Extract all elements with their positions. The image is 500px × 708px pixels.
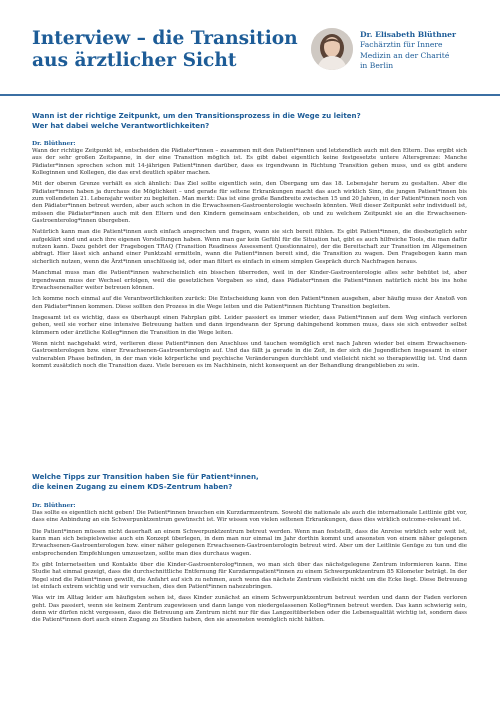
author-role-line: Fachärztin für Innere (360, 40, 443, 50)
author-role-line: Medizin an der Charité (360, 50, 450, 60)
header (32, 0, 467, 92)
page-title (32, 28, 298, 72)
question-line: Wer hat dabei welche Verantwortlichkeiten? (32, 121, 210, 130)
answer-1 (32, 140, 467, 374)
header-divider (0, 94, 500, 96)
answer-paragraph: Es gibt Internetseiten und Kontakte über die Kinder-Gastroenterolog*innen, wo man sich über das nächstgelegene Zentrum informieren kann. Eine Studie hat einmal gezeigt, dass die durchschnittliche Entfernung für Kurzdarmpatient*innen zu einem Schwerpunktzentrum 85 Kilometer beträgt. In der Regel sind die Patient*innen gewillt, die Anfahrt auf sich zu nehmen, auch wenn das nächste Zentrum vielleicht nicht um die Ecke liegt. Diese Betreuung ist einfach extrem wichtig und wir versuchen, dies den Patient*innen nahezubringen. (32, 562, 467, 591)
answer-paragraph: Das sollte es eigentlich nicht geben! Die Patient*innen brauchen ein Kurzdarmzentrum. Sowohl die nationale als auch die internationale Leitlinie gibt vor, dass eine Anbindung an ein Schwerpunktzentrum gewünscht ist. Wir wissen von vielen seltenen Erkrankungen, dass dies wirklich outcome-relevant ist. (32, 510, 467, 524)
answer-paragraph: Was wir im Alltag leider am häufigsten sehen ist, dass Kinder zunächst an einem Schwerpunktzentrum betreut werden und dann der Faden verloren geht. Das passiert, wenn sie keinem Zentrum zugewiesen und dann lange von niedergelassenen Kolleg*innen betreut werden. Das kann schwierig sein, denn wir dürfen nicht vergessen, dass die Betreuung am Zentrum nicht nur für das Langzeitüberleben oder die Lebensqualität wichtig ist, sondern dass die Patient*innen dort auch einen Zugang zu Studien haben, den sie ansonsten womöglich nicht hätten. (32, 595, 467, 624)
title-line: aus ärztlicher Sicht (32, 50, 237, 71)
answer-paragraph: Mit der oberen Grenze verhält es sich ähnlich: Das Ziel sollte eigentlich sein, den Übergang um das 18. Lebensjahr herum zu gestalten. Aber die Pädiater*innen haben ja durchaus die Möglichkeit – und gerade für seltene Erkrankungen macht das auch wirklich Sinn, die jungen Patient*innen bis zum vollendeten 21. Lebensjahr weiter zu begleiten. Man merkt: Das ist eine große Bandbreite zwischen 15 und 20 Jahren, in der Patient*innen noch von den Pädiater*innen betreut werden, aber auch schon in die Erwachsenen-Gastroenterologie wechseln könnten. Weil dieser Zeitpunkt sehr individuell ist, müssen die Pädiater*innen auch mit den Eltern und den Kindern gemeinsam entscheiden, ob und zu welchem Zeitpunkt sie an die Erwachsenen-Gastroenterolog*innen übergeben. (32, 181, 467, 225)
answer-paragraph: Wenn nicht nachgehakt wird, verlieren diese Patient*innen den Anschluss und tauchen womöglich erst nach Jahren wieder bei einem Erwachsenen-Gastroenterologen bzw. einer Erwachsenen-Gastroenterologin auf. Und das fällt ja gerade in die Zeit, in der sich die Jugendlichen insgesamt in einer vulnerablen Phase befinden, in der man viele körperliche und psychische Veränderungen durchlebt und vielleicht nicht so therapiewillig ist. Und dann kommt zusätzlich noch die Transition dazu. Viele bereuen es im Nachhinein, nicht konsequent an der Behandlung drangeblieben zu sein. (32, 340, 467, 369)
question-line: Wann ist der richtige Zeitpunkt, um den Transitionsprozess in die Wege zu leiten? (32, 111, 361, 120)
answer-2 (32, 502, 467, 629)
question-1 (32, 111, 361, 131)
speaker-label: Dr. Blüthner: (32, 502, 76, 509)
speaker-label: Dr. Blüthner: (32, 140, 76, 147)
answer-paragraph: Die Patient*innen müssen nicht dauerhaft an einem Schwerpunktzentrum betreut werden. Wenn man feststellt, dass die Anreise wirklich sehr weit ist, kann man sich beispielsweise auch ein Konzept überlegen, in dem man nur einmal im Jahr dorthin kommt und ansonsten von einem näher gelegenen Erwachsenen-Gastroenterologen bzw. einer näher gelegenen Erwachsenen-Gastroenterologin betreut wird. Aber um der Leitlinie Genüge zu tun und die entsprechenden Empfehlungen umzusetzen, sollte man dies durchaus wagen. (32, 528, 467, 557)
answer-paragraph: Manchmal muss man die Patient*innen wahrscheinlich ein bisschen überreden, weil in der Kinder-Gastroenterologie alles sehr behütet ist, aber irgendwann muss der Wechsel erfolgen, weil die gesetzlichen Vorgaben so sind, dass Pädiater*innen die Patient*innen natürlich nicht bis ins hohe Erwachsenenalter weiter betreuen können. (32, 270, 467, 291)
author-info (360, 30, 500, 71)
question-2 (32, 472, 259, 492)
question-line: Welche Tipps zur Transition haben Sie für Patient*innen, (32, 472, 259, 481)
answer-paragraph: Ich komme noch einmal auf die Verantwortlichkeiten zurück: Die Entscheidung kann von den Patient*innen ausgehen, aber häufig muss der Anstoß von den Pädiater*innen kommen. Diese sollten den Prozess in die Wege leiten und die Patient*innen Richtung Transition begleiten. (32, 296, 467, 310)
question-line: die keinen Zugang zu einem KDS-Zentrum haben? (32, 482, 233, 491)
answer-paragraph: Wann der richtige Zeitpunkt ist, entscheiden die Pädiater*innen – zusammen mit den Patient*innen und letztendlich auch mit den Eltern. Das ergibt sich aus der sehr großen Zeitspanne, in der eine Transition möglich ist. Es gibt dabei eigentlich keine festgesetzte untere Altersgrenze: Manche Pädiater*innen sprechen schon mit 14-jährigen Patient*innen darüber, dass es irgendwann in Richtung Transition gehen muss, und es gibt andere Kolleginnen und Kollegen, die das erst deutlich später machen. (32, 148, 467, 177)
author-portrait (311, 28, 353, 70)
answer-paragraph: Insgesamt ist es wichtig, dass es überhaupt einen Fahrplan gibt. Leider passiert es immer wieder, dass Patient*innen auf dem Weg einfach verloren gehen, weil sie vorher eine intensive Betreuung hatten und dann irgendwann der Sprung dahingehend kommen muss, dass sie sich entweder selbst kümmern oder ärztliche Kolleg*innen die Transition in die Wege leiten. (32, 314, 467, 336)
author-role-line: in Berlin (360, 60, 394, 70)
author-name: Dr. Elisabeth Blüthner (360, 30, 456, 39)
portrait-image (311, 28, 353, 70)
answer-paragraph: Natürlich kann man die Patient*innen auch einfach ansprechen und fragen, wann sie sich bereit fühlen. Es gibt Patient*innen, die diesbezüglich sehr aufgeklärt sind und auch ihre eigenen Vorstellungen haben. Wenn man gar kein Gefühl für die Situation hat, gibt es auch hilfreiche Tools, die man dafür nutzen kann. Dazu gehört der Fragebogen TRAQ (Transition Readiness Assessment Questionnaire), der die Bereitschaft zur Transition im Allgemeinen abfragt. Hier lässt sich anhand einer Punktzahl ermitteln, wann die Patient*innen bereit sind, die Transition zu wagen. Den Fragebogen kann man sicherlich nutzen, wenn die Ärzt*innen unschlüssig ist, oder man filtert es einfach in einem simplen Gespräch durch Nachfragen heraus. (32, 229, 467, 265)
title-line: Interview – die Transition (32, 28, 298, 49)
